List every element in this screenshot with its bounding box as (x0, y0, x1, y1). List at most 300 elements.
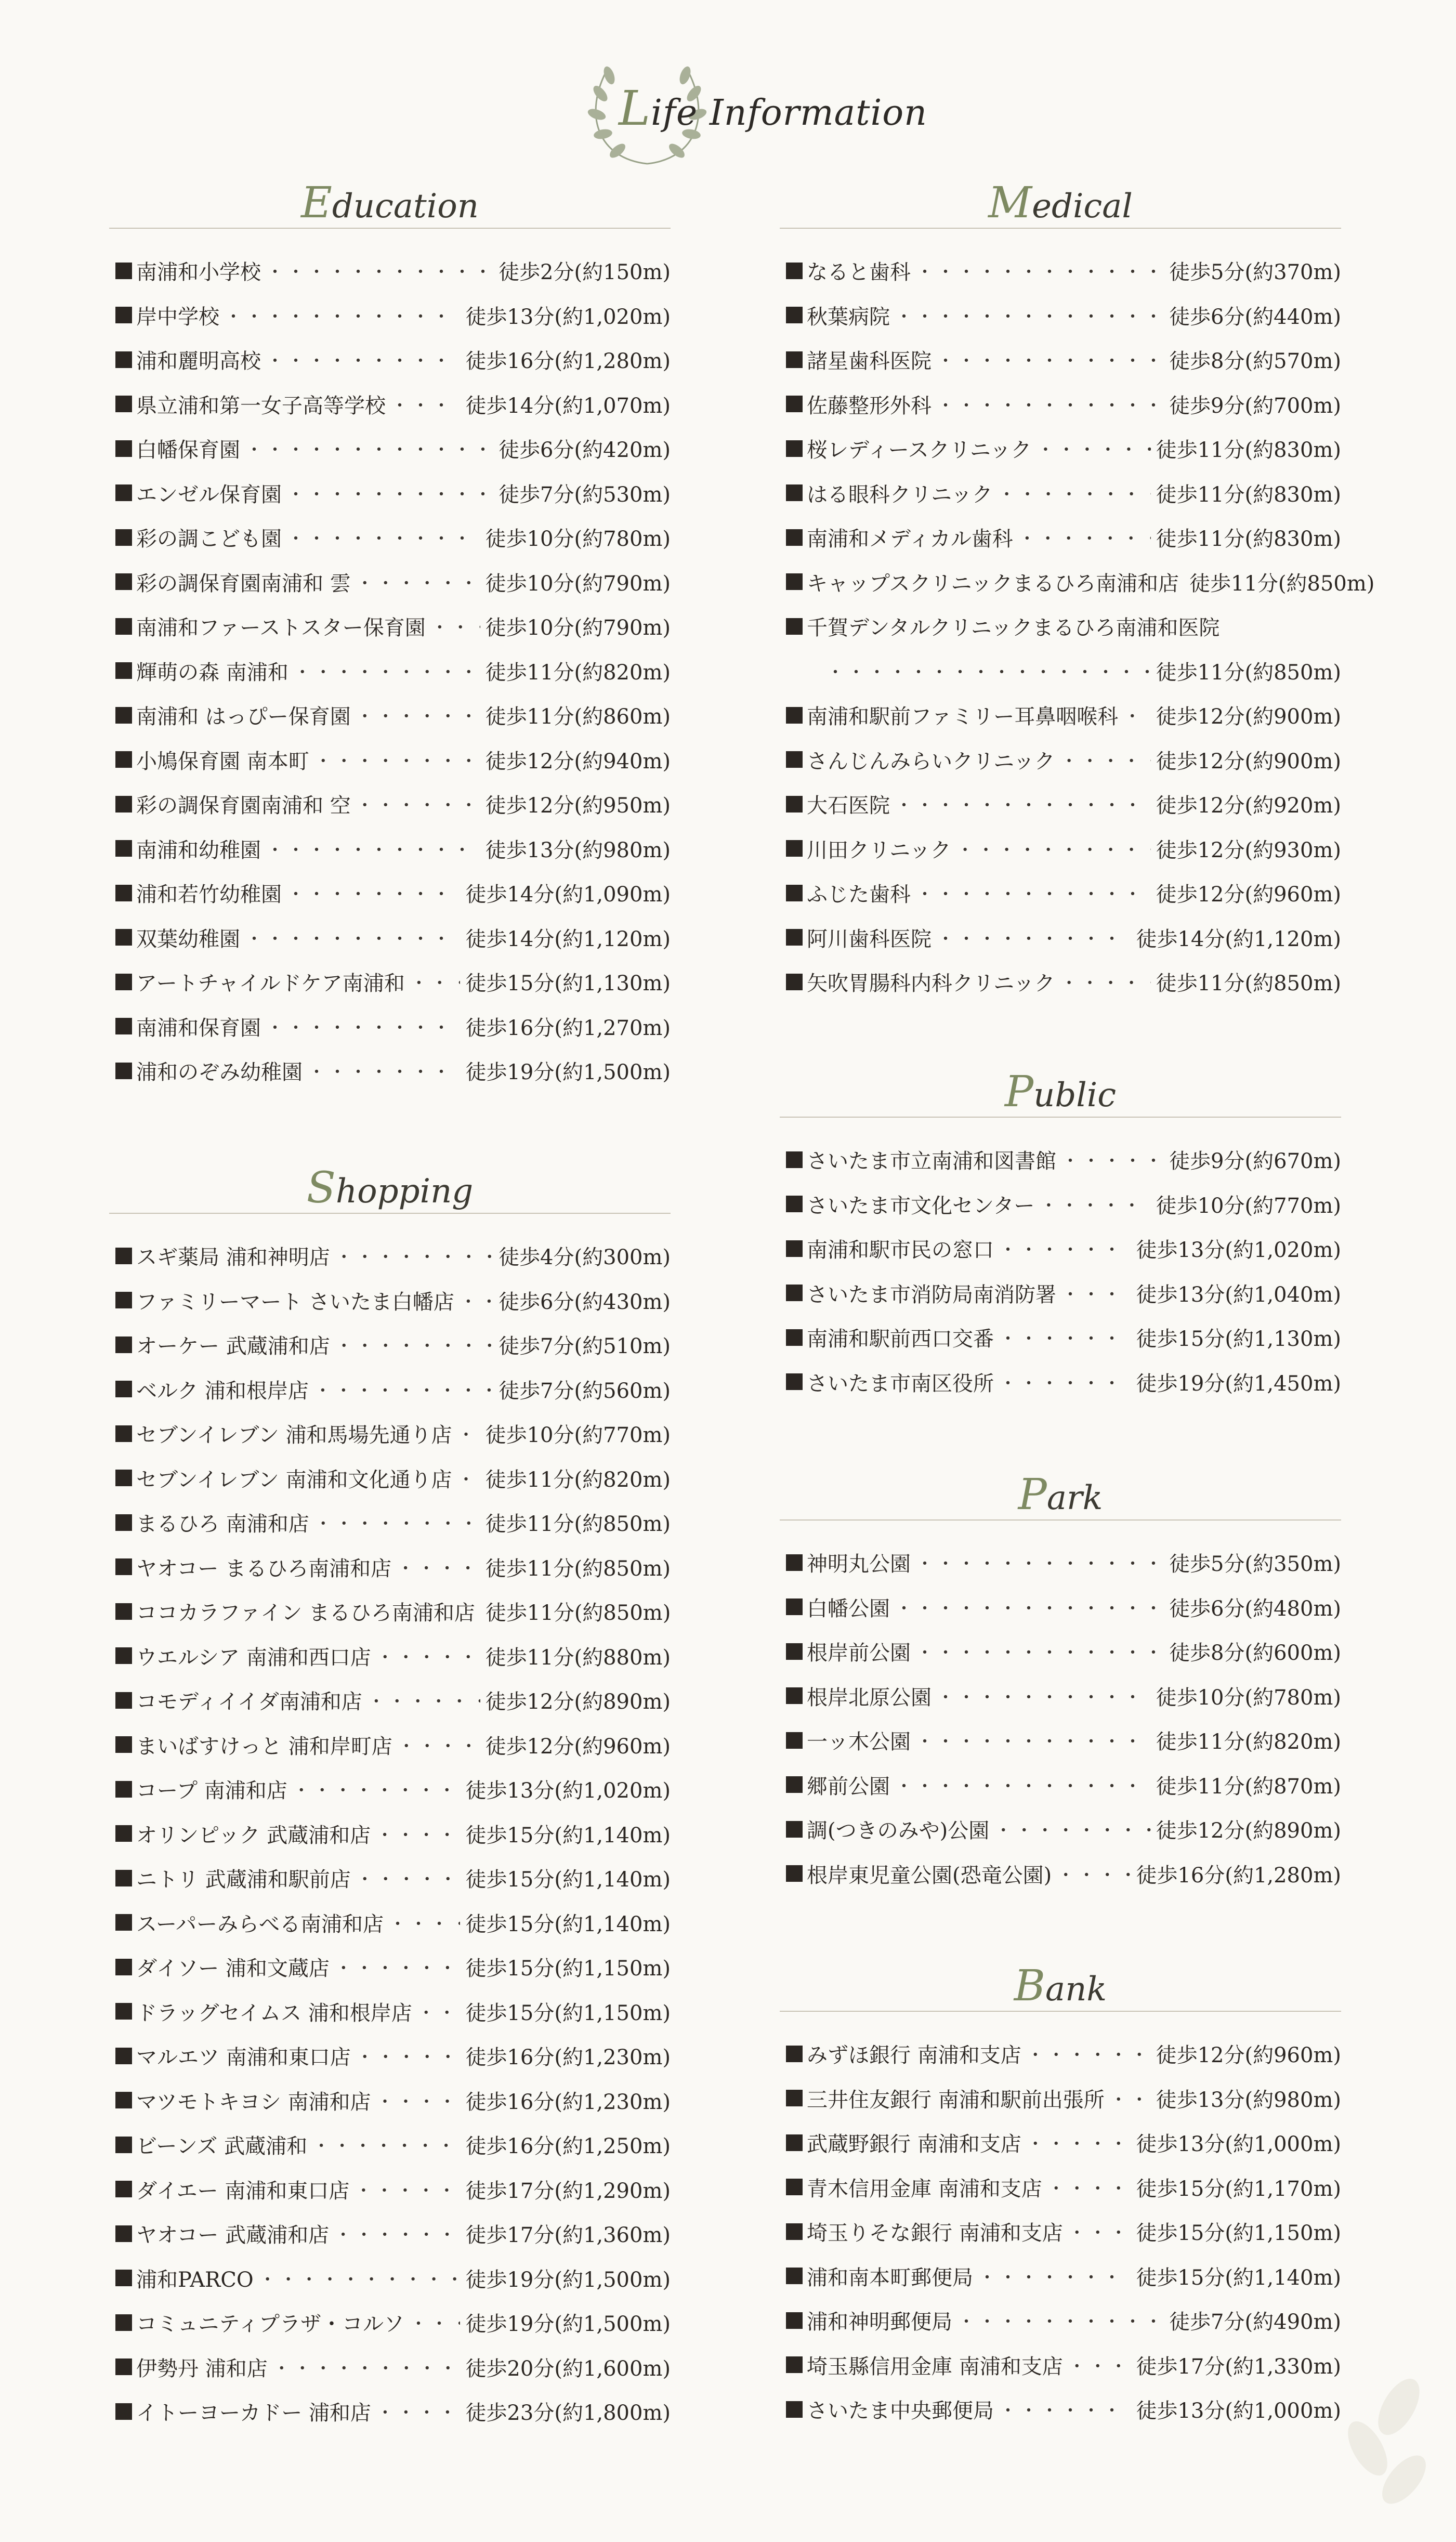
facility-name: 郷前公園 (807, 1774, 890, 1799)
list-item (109, 1856, 671, 1901)
walking-distance: 徒歩5分(約350m) (1169, 1552, 1341, 1577)
leader-dots (266, 347, 460, 372)
leader-dots (937, 925, 1131, 950)
section-divider (780, 228, 1341, 229)
walking-distance: 徒歩12分(約950m) (485, 794, 671, 818)
leader-dots (225, 303, 460, 328)
walking-distance: 徒歩11分(約850m) (1156, 972, 1341, 996)
bullet-square-icon (115, 2137, 132, 2153)
facility-name: 南浦和幼稚園 (136, 838, 261, 862)
leader-dots (398, 1732, 480, 1758)
leader-dots (994, 1816, 1150, 1842)
facility-name: 浦和PARCO (136, 2268, 254, 2292)
page-header (0, 31, 1456, 166)
list-item (780, 2254, 1341, 2299)
list-item (780, 515, 1341, 560)
facility-name: 南浦和メディカル歯科 (807, 527, 1013, 552)
leader-dots (356, 702, 480, 728)
facility-name: さいたま市南区役所 (807, 1371, 994, 1396)
leader-dots (937, 1683, 1151, 1709)
facility-name: 三井住友銀行 南浦和駅前出張所 (807, 2088, 1105, 2112)
bullet-square-icon (786, 2223, 803, 2240)
list-item (109, 1989, 671, 2034)
bullet-square-icon (786, 2179, 803, 2195)
bullet-square-icon (115, 1336, 132, 1353)
walking-distance: 徒歩10分(約790m) (485, 571, 671, 596)
list-item (109, 1234, 671, 1278)
facility-name: スギ薬局 浦和神明店 (136, 1246, 330, 1270)
public-section (780, 1067, 1341, 1404)
list-item (109, 382, 671, 427)
bullet-square-icon (786, 1821, 803, 1838)
list-item (109, 2078, 671, 2123)
walking-distance: 徒歩19分(約1,450m) (1136, 1371, 1341, 1396)
bullet-square-icon (115, 1870, 132, 1886)
list-item (780, 871, 1341, 915)
bullet-square-icon (786, 351, 803, 368)
facility-name: 阿川歯科医院 (807, 927, 932, 951)
facility-name: 輝萌の森 南浦和 (136, 660, 288, 685)
facility-name: コモディイイダ南浦和店 (136, 1690, 362, 1714)
walking-distance: 徒歩7分(約510m) (499, 1334, 671, 1359)
bullet-square-icon (115, 751, 132, 768)
bullet-square-icon (115, 529, 132, 546)
walking-distance: 徒歩10分(約780m) (1156, 1685, 1341, 1710)
facility-name: さいたま中央郵便局 (807, 2399, 994, 2423)
facility-name: 武蔵野銀行 南浦和支店 (807, 2132, 1021, 2157)
education-list (109, 248, 671, 1093)
list-item (780, 738, 1341, 782)
list-item (109, 1767, 671, 1812)
facility-name: 南浦和ファーストスター保育園 (136, 616, 426, 640)
list-item (780, 2298, 1341, 2343)
bullet-square-icon (786, 1240, 803, 1257)
park-list (780, 1540, 1341, 1896)
walking-distance: 徒歩16分(約1,230m) (465, 2090, 671, 2114)
leader-dots (895, 1772, 1151, 1798)
walking-distance: 徒歩14分(約1,070m) (465, 394, 671, 418)
walking-distance: 徒歩15分(約1,140m) (465, 1868, 671, 1892)
bullet-square-icon (115, 840, 132, 857)
list-item (109, 471, 671, 516)
section-title: Public (1004, 1067, 1117, 1117)
facility-name: 埼玉りそな銀行 南浦和支店 (807, 2221, 1063, 2246)
walking-distance: 徒歩12分(約960m) (485, 1734, 671, 1759)
list-item (109, 1634, 671, 1679)
leader-dots (376, 1643, 480, 1669)
facility-name: ヤオコー まるひろ南浦和店 (136, 1556, 392, 1581)
section-divider (780, 1117, 1341, 1118)
bullet-square-icon (115, 1514, 132, 1531)
walking-distance: 徒歩11分(約850m) (485, 1601, 671, 1626)
facility-name: 根岸前公園 (807, 1641, 911, 1666)
bullet-square-icon (786, 307, 803, 323)
bullet-square-icon (115, 396, 132, 412)
list-item (109, 2122, 671, 2167)
walking-distance: 徒歩12分(約930m) (1156, 838, 1341, 862)
leader-dots (916, 1550, 1164, 1575)
walking-distance: 徒歩10分(約780m) (485, 527, 671, 552)
leader-dots (245, 925, 460, 950)
facility-name: 千賀デンタルクリニックまるひろ南浦和医院 (807, 616, 1220, 640)
walking-distance: 徒歩16分(約1,280m) (465, 349, 671, 374)
list-item (109, 738, 671, 782)
bullet-square-icon (786, 1598, 803, 1615)
walking-distance: 徒歩12分(約920m) (1156, 794, 1341, 818)
facility-name: アートチャイルドケア南浦和 (136, 972, 405, 996)
walking-distance: 徒歩15分(約1,140m) (465, 1912, 671, 1936)
facility-name: まるひろ 南浦和店 (136, 1512, 309, 1537)
walking-distance: 徒歩12分(約960m) (1156, 883, 1341, 907)
bullet-square-icon (115, 2092, 132, 2108)
list-item (780, 1137, 1341, 1182)
bullet-square-icon (115, 1063, 132, 1079)
facility-name: 南浦和 はっぴー保育園 (136, 705, 351, 729)
list-item (780, 2120, 1341, 2165)
facility-name: ニトリ 武蔵浦和駅前店 (136, 1868, 351, 1892)
walking-distance: 徒歩4分(約300m) (499, 1246, 671, 1270)
bullet-square-icon (115, 573, 132, 590)
list-item (109, 1500, 671, 1545)
bullet-square-icon (786, 2356, 803, 2373)
section-divider (109, 1213, 671, 1214)
leader-dots (273, 2354, 461, 2380)
walking-distance: 徒歩11分(約860m) (485, 705, 671, 729)
list-item (780, 1315, 1341, 1360)
leader-dots (1068, 2352, 1131, 2378)
facility-name: 伊勢丹 浦和店 (136, 2356, 268, 2381)
facility-name: 彩の調保育園南浦和 空 (136, 794, 351, 818)
walking-distance: 徒歩5分(約370m) (1169, 260, 1341, 285)
list-item (109, 649, 671, 693)
list-item (780, 960, 1341, 1004)
shopping-section (109, 1163, 671, 2434)
leader-dots (1018, 525, 1151, 550)
facility-name: 青木信用金庫 南浦和支店 (807, 2177, 1042, 2201)
bullet-square-icon (786, 840, 803, 857)
leader-dots (287, 480, 493, 506)
list-item (109, 337, 671, 382)
walking-distance: 徒歩6分(約430m) (499, 1290, 671, 1314)
walking-distance: 徒歩13分(約1,020m) (465, 1779, 671, 1803)
leader-dots (356, 2043, 461, 2068)
leader-dots (287, 880, 460, 906)
bullet-square-icon (786, 2134, 803, 2151)
leader-dots (355, 2177, 460, 2202)
walking-distance: 徒歩17分(約1,290m) (465, 2179, 671, 2203)
leader-dots (266, 1014, 460, 1039)
list-item (109, 293, 671, 338)
list-item (109, 1367, 671, 1412)
facility-name: 浦和南本町郵便局 (807, 2265, 973, 2290)
facility-name: 浦和神明郵便局 (807, 2310, 952, 2335)
walking-distance: 徒歩15分(約1,130m) (465, 972, 671, 996)
bullet-square-icon (115, 2048, 132, 2064)
leader-dots (368, 1687, 480, 1713)
list-item (780, 915, 1341, 960)
facility-name: セブンイレブン 浦和馬場先通り店 (136, 1423, 452, 1448)
facility-name: コープ 南浦和店 (136, 1779, 287, 1803)
list-item (780, 2076, 1341, 2121)
walking-distance: 徒歩15分(約1,150m) (1136, 2221, 1341, 2246)
leader-dots (356, 569, 480, 595)
leader-dots (335, 1332, 493, 1357)
list-item (780, 1182, 1341, 1227)
facility-name: みずほ銀行 南浦和支店 (807, 2043, 1021, 2068)
list-item (109, 2256, 671, 2301)
walking-distance: 徒歩12分(約900m) (1156, 749, 1341, 774)
walking-distance: 徒歩11分(約850m) (485, 1512, 671, 1537)
list-item (109, 560, 671, 605)
bullet-square-icon (115, 2403, 132, 2420)
bullet-square-icon (115, 662, 132, 679)
facility-name: ココカラファイン まるひろ南浦和店 (136, 1601, 475, 1626)
bullet-square-icon (115, 2225, 132, 2242)
list-item (109, 1812, 671, 1856)
list-item (780, 1674, 1341, 1719)
bullet-square-icon (115, 440, 132, 457)
bank-section (780, 1961, 1341, 2432)
facility-name: 一ッ木公園 (807, 1730, 911, 1754)
leader-dots (999, 1325, 1131, 1350)
walking-distance: 徒歩17分(約1,360m) (465, 2223, 671, 2248)
facility-name: 浦和若竹幼稚園 (136, 883, 282, 907)
list-item (109, 1004, 671, 1049)
list-item (109, 2300, 671, 2345)
list-item (109, 2345, 671, 2390)
bullet-square-icon (115, 1825, 132, 1842)
facility-name: ダイエー 南浦和東口店 (136, 2179, 350, 2203)
facility-name: マルエツ 南浦和東口店 (136, 2046, 351, 2070)
facility-name: 白幡公園 (807, 1596, 890, 1621)
bullet-square-icon (115, 618, 132, 635)
bullet-square-icon (115, 1603, 132, 1620)
list-item (780, 2343, 1341, 2388)
facility-name: 桜レディースクリニック (807, 438, 1032, 463)
shopping-list (109, 1234, 671, 2434)
medical-list (780, 248, 1375, 1004)
bullet-square-icon (115, 1425, 132, 1442)
facility-name: エンゼル保育園 (136, 482, 282, 507)
education-section (109, 178, 671, 1093)
bullet-square-icon (786, 796, 803, 813)
list-item (780, 1585, 1341, 1630)
bullet-square-icon (786, 2268, 803, 2284)
list-item (780, 1852, 1341, 1896)
walking-distance: 徒歩16分(約1,230m) (465, 2046, 671, 2070)
bullet-square-icon (786, 2090, 803, 2106)
bullet-square-icon (115, 484, 132, 501)
walking-distance: 徒歩10分(約770m) (1156, 1194, 1341, 1218)
facility-name: 秋葉病院 (807, 305, 890, 329)
facility-name: はる眼科クリニック (807, 482, 993, 507)
list-item (109, 1411, 671, 1456)
bullet-square-icon (115, 2270, 132, 2286)
park-section (780, 1470, 1341, 1896)
bullet-square-icon (115, 263, 132, 279)
facility-name: 南浦和駅市民の窓口 (807, 1238, 994, 1263)
walking-distance: 徒歩13分(約1,000m) (1136, 2399, 1341, 2423)
list-item (780, 604, 1341, 649)
walking-distance: 徒歩13分(約1,020m) (1136, 1238, 1341, 1263)
list-item (780, 1718, 1341, 1763)
leader-dots (397, 1554, 480, 1580)
leader-dots (314, 1510, 480, 1535)
facility-name: 埼玉縣信用金庫 南浦和支店 (807, 2354, 1063, 2379)
walking-distance: 徒歩6分(約480m) (1169, 1596, 1341, 1621)
list-item (109, 1901, 671, 1945)
walking-distance: 徒歩11分(約880m) (485, 1645, 671, 1670)
leader-dots (916, 1639, 1164, 1664)
public-list (780, 1137, 1341, 1404)
bullet-square-icon (115, 1292, 132, 1308)
section-title: Park (1018, 1470, 1103, 1519)
list-item (780, 693, 1341, 738)
section-title: Medical (988, 178, 1133, 228)
facility-name: さいたま市立南浦和図書館 (807, 1149, 1056, 1174)
facility-name: コミュニティプラザ・コルソ (136, 2312, 404, 2337)
facility-name: 浦和麗明高校 (136, 349, 261, 374)
bullet-square-icon (786, 1643, 803, 1660)
walking-distance: 徒歩13分(約1,020m) (465, 305, 671, 329)
bullet-square-icon (115, 1781, 132, 1798)
bullet-square-icon (786, 1687, 803, 1704)
walking-distance: 徒歩13分(約1,040m) (1136, 1282, 1341, 1307)
bullet-square-icon (115, 1692, 132, 1709)
facility-name: 彩の調保育園南浦和 雲 (136, 571, 351, 596)
facility-name: ダイソー 浦和文蔵店 (136, 1957, 330, 1981)
facility-name: なると歯科 (807, 260, 911, 285)
walking-distance: 徒歩13分(約980m) (1156, 2088, 1341, 2112)
bullet-square-icon (115, 1470, 132, 1486)
facility-name: 矢吹胃腸科内科クリニック (807, 972, 1055, 996)
list-item (780, 337, 1341, 382)
list-item (780, 293, 1341, 338)
walking-distance: 徒歩16分(約1,270m) (465, 1016, 671, 1040)
bullet-square-icon (115, 2358, 132, 2375)
list-item (109, 426, 671, 471)
walking-distance: 徒歩14分(約1,120m) (1136, 927, 1341, 951)
leader-dots (314, 747, 480, 772)
walking-distance: 徒歩16分(約1,280m) (1136, 1863, 1341, 1888)
bullet-square-icon (786, 2312, 803, 2329)
leader-dots (460, 1288, 493, 1313)
list-item (780, 382, 1341, 427)
leader-dots (335, 1243, 493, 1268)
walking-distance: 徒歩6分(約420m) (499, 438, 671, 463)
walking-distance: 徒歩11分(約870m) (1156, 1774, 1341, 1799)
leader-dots (999, 2396, 1131, 2422)
list-item (109, 1545, 671, 1590)
list-item (780, 2165, 1341, 2210)
leader-dots (895, 1594, 1164, 1620)
walking-distance: 徒歩11分(約820m) (485, 1467, 671, 1492)
bullet-square-icon (786, 1554, 803, 1571)
leader-dots (410, 969, 461, 994)
bullet-square-icon (115, 307, 132, 323)
bullet-square-icon (115, 2181, 132, 2197)
leader-dots (1047, 2174, 1131, 2200)
walking-distance: 徒歩7分(約560m) (499, 1379, 671, 1403)
bullet-square-icon (786, 707, 803, 724)
bullet-square-icon (786, 1285, 803, 1301)
list-item (780, 471, 1341, 516)
list-item (109, 515, 671, 560)
leader-dots (308, 1058, 460, 1083)
leader-dots (410, 2310, 460, 2335)
facility-name: 諸星歯科医院 (807, 349, 932, 374)
bank-list (780, 2032, 1341, 2432)
bullet-square-icon (115, 1381, 132, 1397)
walking-distance: 徒歩7分(約490m) (1169, 2310, 1341, 2335)
facility-name: 南浦和小学校 (136, 260, 261, 285)
facility-name: 川田クリニック (807, 838, 951, 862)
list-item (109, 1945, 671, 1989)
list-item (780, 649, 1341, 693)
list-item (780, 1807, 1341, 1852)
walking-distance: 徒歩15分(約1,140m) (465, 1823, 671, 1847)
bullet-square-icon (115, 2314, 132, 2331)
bullet-square-icon (786, 396, 803, 412)
facility-name: 南浦和駅前西口交番 (807, 1327, 994, 1352)
leader-dots (334, 2221, 460, 2246)
leader-dots (312, 2132, 460, 2157)
facility-name: 彩の調こども園 (136, 527, 282, 552)
walking-distance: 徒歩11分(約830m) (1156, 527, 1341, 552)
leader-dots (937, 391, 1164, 417)
walking-distance: 徒歩12分(約940m) (485, 749, 671, 774)
list-item (780, 248, 1341, 293)
facility-name: イトーヨーカドー 浦和店 (136, 2401, 371, 2426)
walking-distance: 徒歩12分(約890m) (1156, 1819, 1341, 1843)
list-item (780, 1360, 1341, 1405)
list-item (780, 2032, 1341, 2076)
leader-dots (356, 1865, 461, 1891)
walking-distance: 徒歩15分(約1,140m) (1136, 2265, 1341, 2290)
leader-dots (916, 258, 1164, 283)
facility-name: 佐藤整形外科 (807, 394, 932, 418)
leader-dots (937, 347, 1164, 372)
list-item (109, 2034, 671, 2078)
list-item (780, 827, 1341, 871)
list-item (109, 1278, 671, 1323)
leader-dots (294, 658, 480, 684)
bullet-square-icon (786, 885, 803, 901)
leader-dots (916, 1727, 1151, 1753)
leader-dots (391, 391, 460, 417)
bullet-square-icon (115, 1736, 132, 1753)
bullet-square-icon (786, 263, 803, 279)
bullet-square-icon (786, 1329, 803, 1346)
walking-distance: 徒歩10分(約790m) (485, 616, 671, 640)
leader-dots (293, 1776, 461, 1802)
list-item (109, 915, 671, 960)
facility-name: ふじた歯科 (807, 883, 911, 907)
list-item (780, 560, 1375, 605)
facility-name: 南浦和保育園 (136, 1016, 261, 1040)
walking-distance: 徒歩8分(約600m) (1169, 1641, 1341, 1666)
facility-name: ウエルシア 南浦和西口店 (136, 1645, 371, 1670)
list-item (109, 1322, 671, 1367)
leader-dots (895, 791, 1151, 817)
list-item (109, 248, 671, 293)
facility-name: さいたま市消防局南消防署 (807, 1282, 1056, 1307)
walking-distance: 徒歩11分(約820m) (485, 660, 671, 685)
leaf-ornament-icon (1321, 2376, 1435, 2521)
leader-dots (1057, 1861, 1131, 1886)
leader-dots (457, 1421, 480, 1446)
leader-dots (998, 480, 1151, 506)
